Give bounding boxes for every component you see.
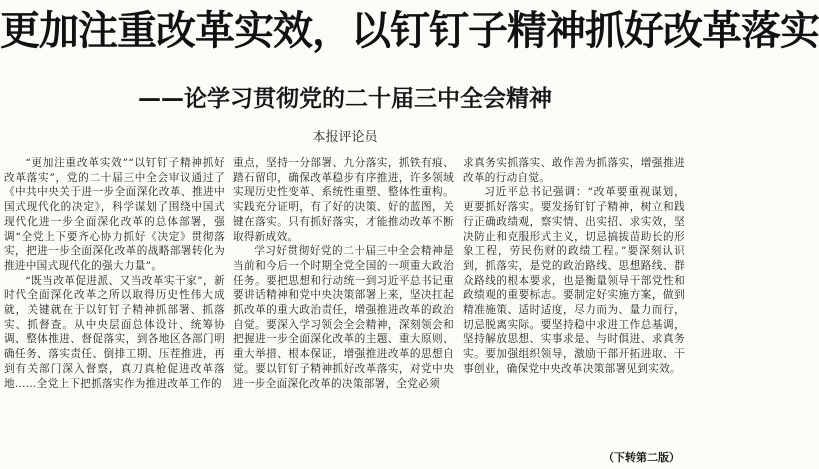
byline: 本报评论员 xyxy=(312,130,378,145)
paragraph: “更加注重改革实效”“以钉钉子精神抓好改革落实”，党的二十届三中全会审议通过了《中共中央关于进一步全面深化改革、推进中国式现代化的决定》，科学谋划了围绕中国式现代化进一步全面深化改革的总体部署，强调“全党上下要齐心协力抓好《决定》贯彻落实，把进一步全面深化改革的战略部署转化为推进中国式现代化的强大力量”。 xyxy=(4,157,225,272)
paragraph: “既当改革促进派、又当改革实干家”，新时代全面深化改革之所以取得历史性伟大成就，关键就在于以钉钉子精神抓部署、抓落实、抓督查。从中央层面总体设计、统筹协调、整体推进、督促落实，到各地区各部门明确任务、落实责任、倒排工期、压茬推进，再到有关部门深入督察，真刀真枪促进改革落地……全党上下把抓落实作为推进改革工作的 xyxy=(4,274,225,390)
paragraph: 学习好贯彻好党的二十届三中全会精神是当前和今后一个时期全党全国的一项重大政治任务。要把思想和行动统一到习近平总书记重要讲话精神和党中央决策部署上来，坚决扛起抓改革的重大政治责任，增强推进改革的政治自觉。要深入学习领会全会精神，深刻领会和把握进一步全面深化改革的主题、重大原则、重大举措、根本保证，增强推进改革的思想自觉。要以钉钉子精神抓好改革落实，对党中央进一步全面深化改革的决策部署，全党必须 xyxy=(233,245,454,390)
body-column-1 xyxy=(4,156,225,466)
paragraph: 重点，坚持一分部署、九分落实，抓铁有痕、踏石留印，确保改革稳步有序推进，许多领域实现历史性变革、系统性重塑、整体性重构。实践充分证明，有了好的决策、好的蓝图，关键在落实。只有抓好落实，才能推动改革不断取得新成效。 xyxy=(233,157,454,243)
continued-note: （下转第二版） xyxy=(599,451,680,465)
paragraph: 习近平总书记强调：“改革要重视谋划，更要抓好落实。要发扬钉钉子精神，树立和践行正确政绩观，察实情、出实招、求实效，坚决防止和克服形式主义，切忌搞拔苗助长的形象工程，劳民伤财的政绩工程。”要深刻认识到，抓落实，是党的政治路线、思想路线、群众路线的根本要求，也是衡量领导干部党性和政绩观的重要标志。要制定好实施方案，做到精准施策、适时适度，尽力而为、量力而行，切忌脱离实际。要坚持稳中求进工作总基调，坚持解放思想、实事求是、与时俱进、求真务实。要加强组织领导，激励干部开拓进取、干事创业，确保党中央改革决策部署见到实效。 xyxy=(463,186,685,375)
paragraph: 求真务实抓落实、敢作善为抓落实，增强推进改革的行动自觉。 xyxy=(463,157,685,184)
subtitle: ——论学习贯彻党的二十届三中全会精神 xyxy=(138,86,552,112)
body-column-2 xyxy=(233,156,454,466)
body-column-3 xyxy=(463,156,685,466)
headline: 更加注重改革实效，以钉钉子精神抓好改革落实 xyxy=(0,8,819,54)
